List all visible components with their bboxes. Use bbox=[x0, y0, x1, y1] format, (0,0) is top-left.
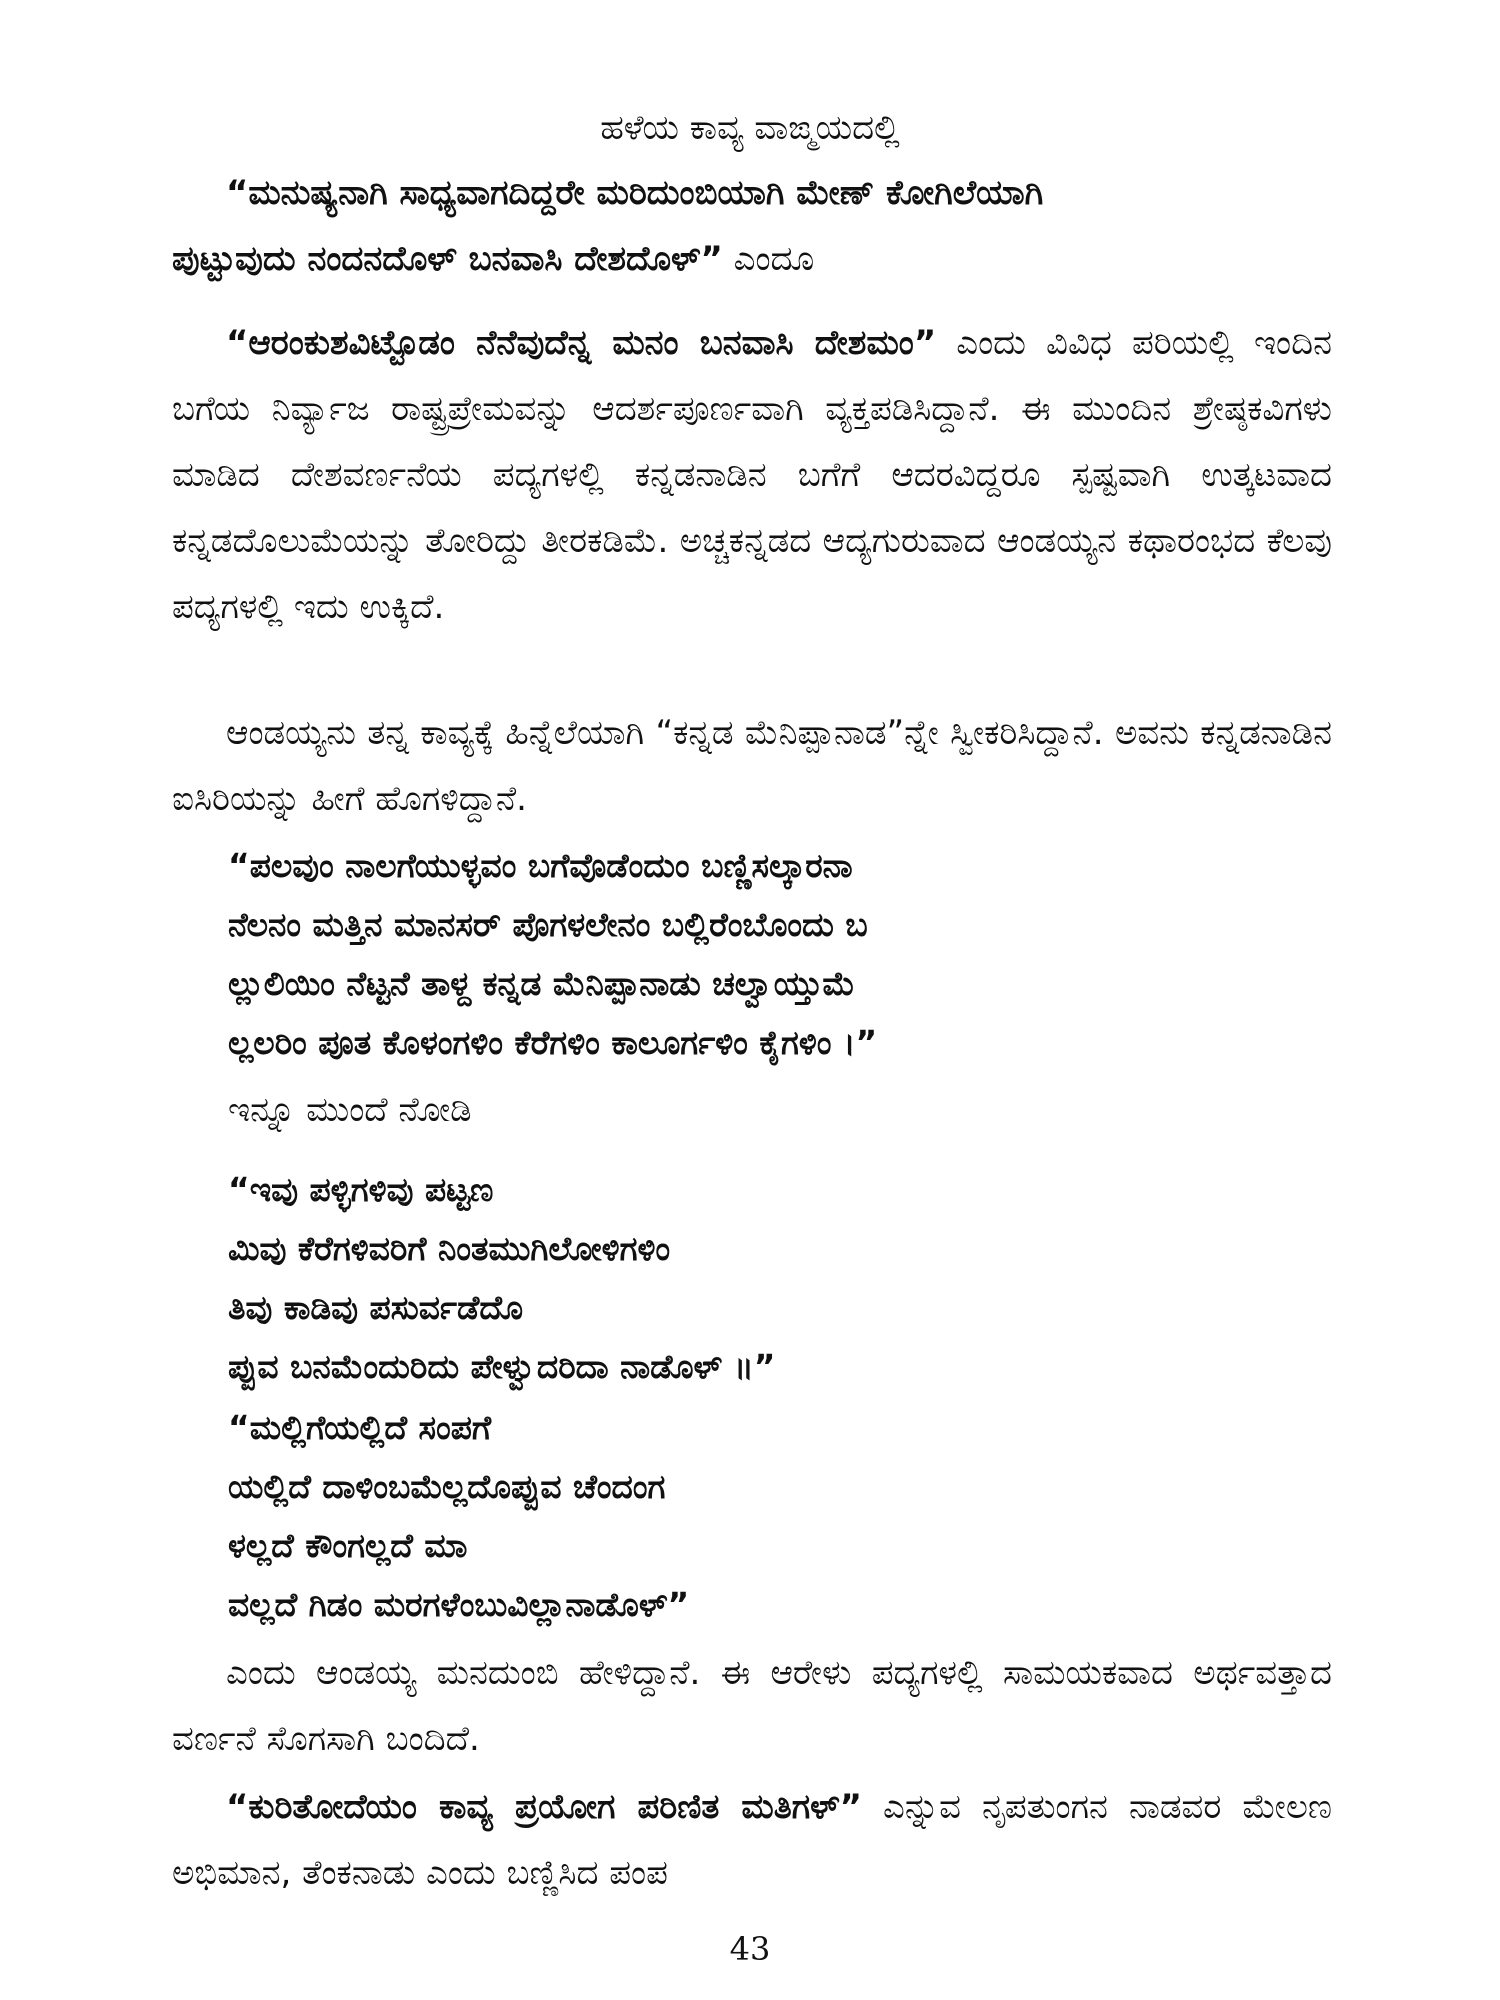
verse-line: ಳಲ್ಲದೆ ಕೌಂಗಲ್ಲದೆ ಮಾ bbox=[228, 1526, 468, 1565]
verse-block-2 bbox=[228, 1160, 1288, 1396]
verse-line: ಯಲ್ಲಿದೆ ದಾಳಿಂಬಮೆಲ್ಲದೊಪ್ಪುವ ಚೆಂದಂಗ bbox=[228, 1467, 666, 1506]
bold-quote-line-1: “ಮನುಷ್ಯನಾಗಿ ಸಾಧ್ಯವಾಗದಿದ್ದರೇ ಮರಿದುಂಬಿಯಾಗಿ ಮೇಣ್ ಕೋಗಿಲೆಯಾಗಿ bbox=[226, 173, 1044, 213]
verse-line: ಪ್ಪುವ ಬನಮೆಂದುರಿದು ಪೇಳ್ವುದರಿದಾ ನಾಡೊಳ್ ॥” bbox=[228, 1347, 776, 1386]
paragraph-3: ಆಂಡಯ್ಯನು ತನ್ನ ಕಾವ್ಯಕ್ಕೆ ಹಿನ್ನೆಲೆಯಾಗಿ “ಕನ್ನಡ ಮೆನಿಪ್ಪಾನಾಡ”ನ್ನೇ ಸ್ವೀಕರಿಸಿದ್ದಾನೆ. ಅವನು ಕನ್ನಡನಾಡಿನ ಐಸಿರಿಯನ್ನು ಹೀಗೆ ಹೊಗಳಿದ್ದಾನೆ. bbox=[172, 713, 1332, 819]
verse-block-3 bbox=[228, 1398, 1288, 1634]
interlude-line: ಇನ್ನೂ ಮುಂದೆ ನೋಡಿ bbox=[228, 1090, 472, 1130]
paragraph-4: ಎಂದು ಆಂಡಯ್ಯ ಮನದುಂಬಿ ಹೇಳಿದ್ದಾನೆ. ಈ ಆರೇಳು ಪದ್ಯಗಳಲ್ಲಿ ಸಾಮಯಕವಾದ ಅರ್ಥವತ್ತಾದ ವರ್ಣನೆ ಸೊಗಸಾಗಿ ಬಂದಿದೆ. bbox=[172, 1653, 1332, 1759]
verse-block-1 bbox=[228, 836, 1288, 1072]
bold-quote-5: “ಕುರಿತೋದೆಯಂ ಕಾವ್ಯ ಪ್ರಯೋಗ ಪರಿಣಿತ ಮತಿಗಳ್” bbox=[226, 1787, 862, 1827]
paragraph-5-text: ಎನ್ನುವ ನೃಪತುಂಗನ ನಾಡವರ ಮೇಲಣ ಅಭಿಮಾನ, ತೆಂಕನಾಡು ಎಂದು ಬಣ್ಣಿಸಿದ ಪಂಪ bbox=[172, 1787, 1332, 1893]
running-header: ಹಳೆಯ ಕಾವ್ಯ ವಾಙ್ಮಯದಲ್ಲಿ bbox=[600, 108, 900, 148]
verse-line: “ಪಲವುಂ ನಾಲಗೆಯುಳ್ಳವಂ ಬಗೆವೊಡೆಂದುಂ ಬಣ್ಣಿಸಲ್ಕಾರನಾ bbox=[228, 846, 853, 885]
verse-line: ನೆಲನಂ ಮತ್ತಿನ ಮಾನಸರ್ ಪೊಗಳಲೇನಂ ಬಲ್ಲಿರೆಂಬೊಂದು ಬ bbox=[228, 905, 868, 944]
verse-line: “ಇವು ಪಳ್ಳಿಗಳಿವು ಪಟ್ಟಣ bbox=[228, 1170, 494, 1209]
paragraph-2-text: ಎಂದು ವಿವಿಧ ಪರಿಯಲ್ಲಿ ಇಂದಿನ ಬಗೆಯ ನಿರ್ವ್ಯಾಜ ರಾಷ್ಟ್ರಪ್ರೇಮವನ್ನು ಆದರ್ಶಪೂರ್ಣವಾಗಿ ವ್ಯಕ್ತಪಡಿಸಿದ್ದಾನೆ. ಈ ಮುಂದಿನ ಶ್ರೇಷ್ಠಕವಿಗಳು ಮಾಡಿದ ದೇಶವರ್ಣನೆಯ ಪದ್ಯಗಳಲ್ಲಿ ಕನ್ನಡನಾಡಿನ ಬಗೆಗೆ ಆದರವಿದ್ದರೂ ಸ್ಪಷ್ಟವಾಗಿ ಉತ್ಕಟವಾದ ಕನ್ನಡದೊಲುಮೆಯನ್ನು ತೋರಿದ್ದು ತೀರಕಡಿಮೆ. ಅಚ್ಚಕನ್ನಡದ ಆದ್ಯಗುರುವಾದ ಆಂಡಯ್ಯನ ಕಥಾರಂಭದ ಕೆಲವು ಪದ್ಯಗಳಲ್ಲಿ ಇದು ಉಕ್ಕಿದೆ. bbox=[172, 323, 1332, 627]
quote-paragraph-1 bbox=[172, 160, 1332, 292]
quote-tail: ಎಂದೂ bbox=[722, 239, 815, 279]
verse-line: ಲ್ಲುಲಿಯಿಂ ನೆಟ್ಟನೆ ತಾಳ್ದ ಕನ್ನಡ ಮೆನಿಪ್ಪಾನಾಡು ಚಲ್ವಾಯ್ತುಮೆ bbox=[228, 964, 856, 1003]
page-number: 43 bbox=[729, 1930, 771, 1968]
verse-line: “ಮಲ್ಲಿಗೆಯಲ್ಲಿದೆ ಸಂಪಗೆ bbox=[228, 1408, 492, 1447]
bold-quote-line-2: ಪುಟ್ಟುವುದು ನಂದನದೊಳ್ ಬನವಾಸಿ ದೇಶದೊಳ್” bbox=[172, 239, 723, 279]
paragraph-2 bbox=[172, 310, 1332, 640]
paragraph-5 bbox=[172, 1774, 1332, 1906]
verse-line: ಮಿವು ಕೆರೆಗಳಿವರಿಗೆ ನಿಂತಮುಗಿಲೋಳಿಗಳಿಂ bbox=[228, 1229, 671, 1268]
verse-line: ತಿವು ಕಾಡಿವು ಪಸುರ್ವಡೆದೊ bbox=[228, 1288, 524, 1327]
bold-quote-2: “ಆರಂಕುಶವಿಟ್ಟೊಡಂ ನೆನೆವುದೆನ್ನ ಮನಂ ಬನವಾಸಿ ದೇಶಮಂ” bbox=[226, 323, 937, 363]
verse-line: ವಲ್ಲದೆ ಗಿಡಂ ಮರಗಳೆಂಬುವಿಲ್ಲಾನಾಡೊಳ್” bbox=[228, 1585, 690, 1624]
verse-line: ಲ್ಲಲರಿಂ ಪೂತ ಕೊಳಂಗಳಿಂ ಕೆರೆಗಳಿಂ ಕಾಲೂರ್ಗಳಿಂ ಕೈಗಳಿಂ ।” bbox=[228, 1023, 878, 1062]
